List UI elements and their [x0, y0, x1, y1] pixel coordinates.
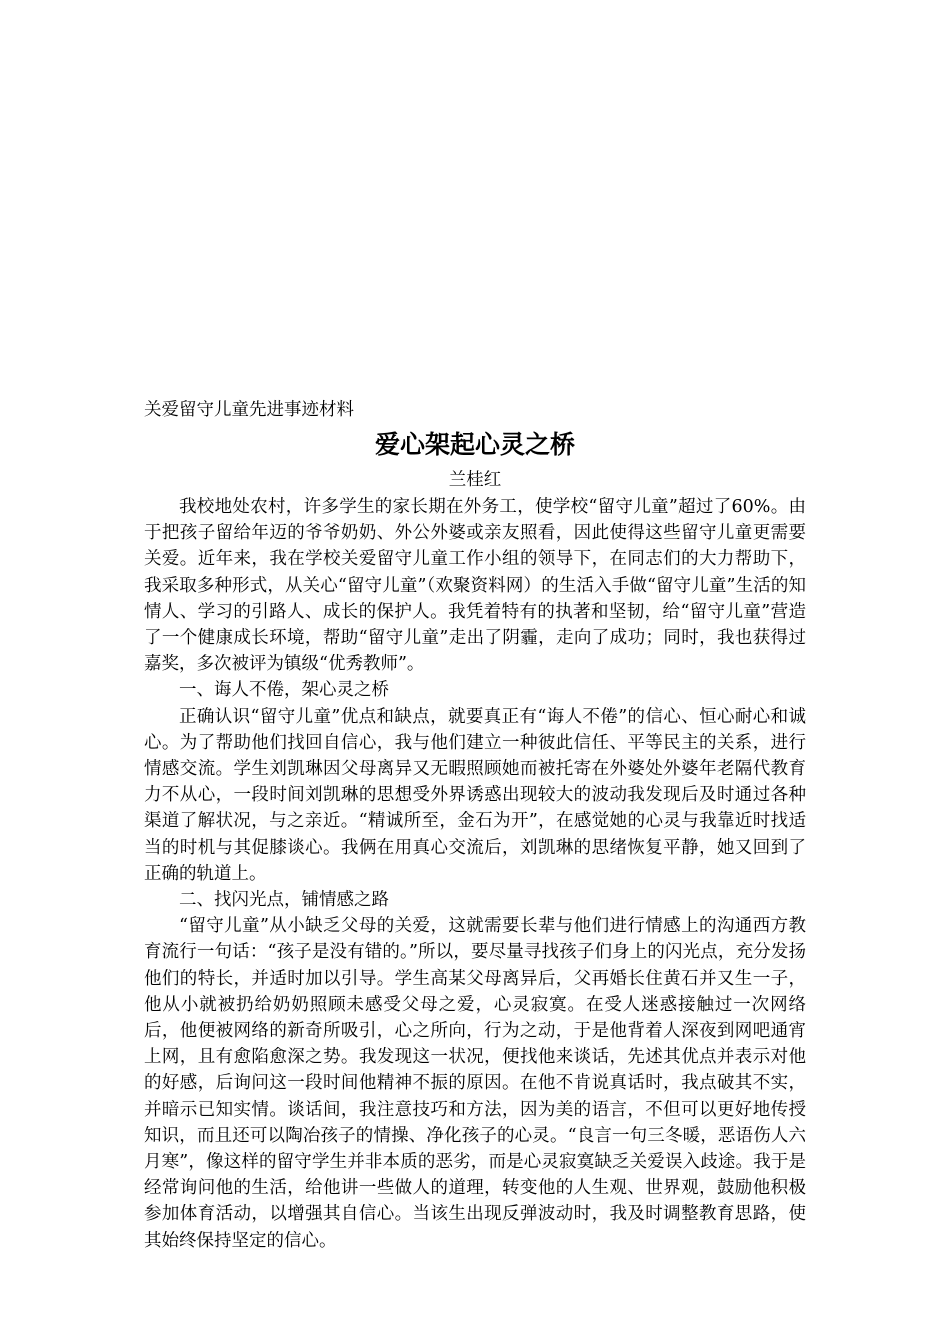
section-1-paragraph: 正确认识“留守儿童”优点和缺点，就要真正有“诲人不倦”的信心、恒心耐心和诚心。为了帮助他们找回自信心，我与他们建立一种彼此信任、平等民主的关系，进行情感交流。学生刘凯琳因父母离异又无暇照顾她而被托寄在外婆处外婆年老隔代教育力不从心，一段时间刘凯琳的思想受外界诱惑出现较大的波动我发现后及时通过各种渠道了解状况，与之亲近。“精诚所至，金石为开”，在感觉她的心灵与我靠近时找适当的时机与其促膝谈心。我俩在用真心交流后，刘凯琳的思绪恢复平静，她又回到了正确的轨道上。 — [144, 706, 806, 884]
document-content — [144, 396, 806, 1254]
document-author: 兰桂红 — [448, 470, 502, 490]
document-kicker: 关爱留守儿童先进事迹材料 — [144, 400, 354, 420]
document-title: 爱心架起心灵之桥 — [374, 430, 575, 459]
section-2-heading: 二、找闪光点，铺情感之路 — [179, 890, 389, 911]
section-1-heading: 一、诲人不倦，架心灵之桥 — [179, 680, 389, 701]
section-2-paragraph: “留守儿童”从小缺乏父母的关爱，这就需要长辈与他们进行情感上的沟通西方教育流行一句话：“孩子是没有错的。”所以，要尽量寻找孩子们身上的闪光点，充分发扬他们的特长，并适时加以引导。学生高某父母离异后，父再婚长住黄石并又生一子，他从小就被扔给奶奶照顾未感受父母之爱，心灵寂寞。在受人迷惑接触过一次网络后，他便被网络的新奇所吸引，心之所向，行为之动，于是他背着人深夜到网吧通宵上网，且有愈陷愈深之势。我发现这一状况，便找他来谈话，先述其优点并表示对他的好感，后询问这一段时间他精神不振的原因。在他不肯说真话时，我点破其不实，并暗示已知实情。谈话间，我注意技巧和方法，因为美的语言，不但可以更好地传授知识，而且还可以陶冶孩子的情操、净化孩子的心灵。“良言一句三冬暖，恶语伤人六月寒”，像这样的留守学生并非本质的恶劣，而是心灵寂寞缺乏关爱误入歧途。我于是经常询问他的生活，给他讲一些做人的道理，转变他的人生观、世界观，鼓励他积极参加体育活动，以增强其自信心。当该生出现反弹波动时，我及时调整教育思路，使其始终保持坚定的信心。 — [144, 916, 806, 1251]
intro-paragraph: 我校地处农村，许多学生的家长期在外务工，使学校“留守儿童”超过了60%。由于把孩子留给年迈的爷爷奶奶、外公外婆或亲友照看，因此使得这些留守儿童更需要关爱。近年来，我在学校关爱留守儿童工作小组的领导下，在同志们的大力帮助下，我采取多种形式，从关心“留守儿童”（欢聚资料网）的生活入手做“留守儿童”生活的知情人、学习的引路人、成长的保护人。我凭着特有的执著和坚韧，给“留守儿童”营造了一个健康成长环境，帮助“留守儿童”走出了阴霾，走向了成功；同时，我也获得过嘉奖，多次被评为镇级“优秀教师”。 — [144, 497, 806, 675]
